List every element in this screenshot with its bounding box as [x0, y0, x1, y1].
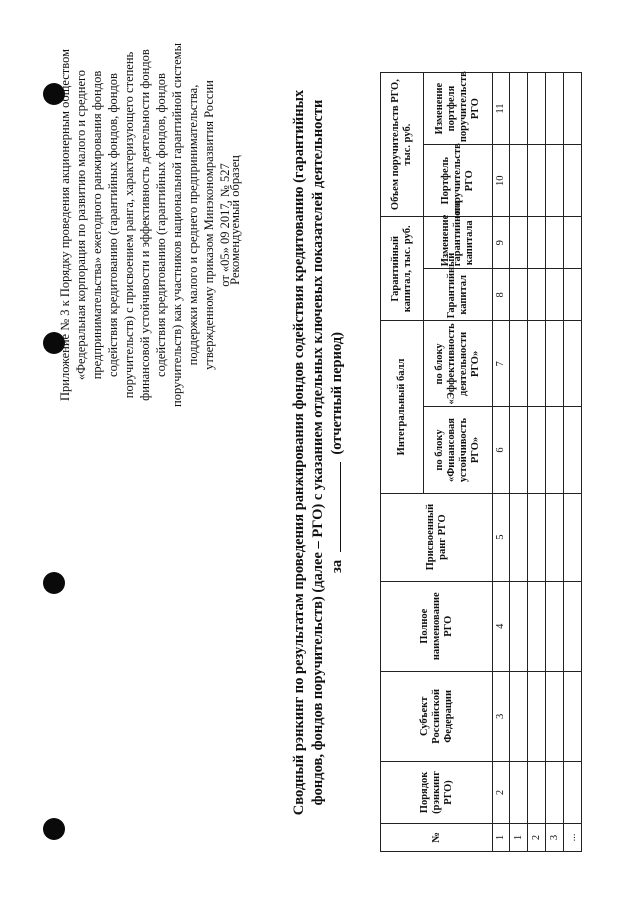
header-integral: Интегральный балл — [381, 321, 424, 493]
recommended-sample-label: Рекомендуемый образец — [228, 155, 242, 285]
column-number: 10 — [493, 145, 510, 217]
table-cell — [564, 581, 582, 671]
row-number: ... — [564, 823, 582, 851]
appendix-line: утвержденному приказом Минэкономразвития России — [202, 80, 216, 370]
period-caption: (отчетный период) — [329, 332, 345, 455]
table-cell — [546, 321, 564, 407]
table-row — [564, 73, 582, 852]
table-cell — [564, 493, 582, 581]
table-cell — [546, 761, 564, 823]
appendix-line: Приложение № 3 к Порядку проведения акционерным обществом — [58, 49, 72, 402]
table-cell — [564, 145, 582, 217]
column-number: 5 — [493, 493, 510, 581]
header-volume-change: Изменение портфеля поручительств РГО — [424, 73, 493, 145]
header-capital-value: Гарантийный капитал — [424, 269, 493, 321]
table-cell — [528, 269, 546, 321]
table-cell — [528, 407, 546, 493]
appendix-line: финансовой устойчивости и эффективность деятельности фондов — [138, 49, 152, 401]
title-line-3 — [328, 10, 347, 895]
table-cell — [510, 73, 528, 145]
appendix-line: содействия кредитованию (гарантийных фондов, фондов — [154, 73, 168, 377]
appendix-line: поддержки малого и среднего предпринимательства, — [186, 84, 200, 366]
table-cell — [564, 269, 582, 321]
title-line-1: Сводный рэнкинг по результатам проведения ранжирования фондов содействия кредитованию (гарантийных — [291, 89, 307, 816]
header-capital: Гарантийный капитал, тыс. руб. — [381, 217, 424, 321]
table-cell — [528, 145, 546, 217]
table-cell — [546, 269, 564, 321]
table-cell — [510, 145, 528, 217]
column-number: 1 — [493, 823, 510, 851]
table-cell — [510, 407, 528, 493]
column-number: 6 — [493, 407, 510, 493]
column-number: 9 — [493, 217, 510, 269]
table-cell — [528, 493, 546, 581]
table-row — [510, 73, 528, 852]
appendix-line: поручительств) как участников национальной гарантийной системы — [170, 43, 184, 407]
header-name: Полное наименование РГО — [381, 581, 493, 671]
table-cell — [510, 217, 528, 269]
table-cell — [546, 145, 564, 217]
column-number: 8 — [493, 269, 510, 321]
period-prefix: за — [329, 559, 345, 573]
table-cell — [546, 493, 564, 581]
document-title — [290, 10, 347, 895]
table-cell — [510, 581, 528, 671]
appendix-order-date: от «05» 09 2017, № 527 — [218, 163, 232, 287]
table-cell — [510, 671, 528, 761]
table-header-row — [381, 73, 424, 852]
header-subject: Субъект Российской Федерации — [381, 671, 493, 761]
table-row — [546, 73, 564, 852]
row-number: 3 — [546, 823, 564, 851]
appendix-line: предпринимательства» ежегодного ранжирования фондов — [90, 70, 104, 380]
table-cell — [564, 73, 582, 145]
header-volume: Объем поручительств РГО, тыс. руб. — [381, 73, 424, 217]
header-capital-change: Изменение гарантийного капитала — [424, 217, 493, 269]
row-number: 1 — [510, 823, 528, 851]
table-cell — [510, 321, 528, 407]
table-cell — [564, 217, 582, 269]
title-line-2: фондов, фондов поручительств) (далее – РГО) с указанием отдельных ключевых показателей деятельности — [310, 99, 326, 806]
column-number: 7 — [493, 321, 510, 407]
table-cell — [564, 407, 582, 493]
header-no: № — [381, 823, 493, 851]
table-cell — [510, 269, 528, 321]
table-cell — [510, 761, 528, 823]
period-blank — [340, 462, 341, 552]
table-cell — [528, 217, 546, 269]
appendix-line: содействия кредитованию (гарантийных фондов, фондов — [106, 73, 120, 377]
appendix-line: поручительств) с присвоением ранга, характеризующего степень — [122, 51, 136, 399]
table-cell — [528, 581, 546, 671]
column-number: 4 — [493, 581, 510, 671]
appendix-line: «Федеральная корпорация по развитию малого и среднего — [74, 69, 88, 381]
table-cell — [528, 73, 546, 145]
appendix-block — [57, 10, 233, 440]
header-order: Порядок (рэнкинг РГО) — [381, 761, 493, 823]
table-cell — [564, 671, 582, 761]
header-rank: Присвоенный ранг РГО — [381, 493, 493, 581]
table-cell — [564, 321, 582, 407]
header-volume-portfolio: Портфель поручительств РГО — [424, 145, 493, 217]
header-integral-eff: по блоку «Эффективность деятельности РГО» — [424, 321, 493, 407]
table-cell — [564, 761, 582, 823]
table-cell — [546, 407, 564, 493]
header-integral-fin: по блоку «Финансовая устойчивость РГО» — [424, 407, 493, 493]
column-number: 3 — [493, 671, 510, 761]
column-number-row — [493, 73, 510, 852]
table-cell — [546, 581, 564, 671]
table-row — [528, 73, 546, 852]
table-cell — [528, 321, 546, 407]
table-cell — [510, 493, 528, 581]
table-cell — [528, 761, 546, 823]
column-number: 11 — [493, 73, 510, 145]
table-cell — [546, 217, 564, 269]
table-cell — [546, 671, 564, 761]
ranking-table — [380, 72, 582, 852]
table-cell — [546, 73, 564, 145]
column-number: 2 — [493, 761, 510, 823]
table-cell — [528, 671, 546, 761]
row-number: 2 — [528, 823, 546, 851]
